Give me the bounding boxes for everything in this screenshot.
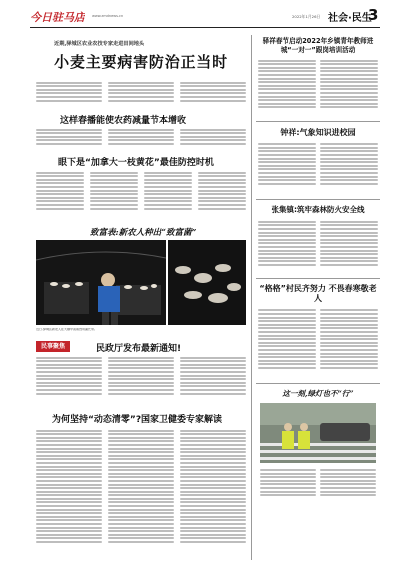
notice-label bbox=[36, 341, 70, 352]
right-3-headline: 张集镇:筑牢森林防火安全线 bbox=[271, 205, 365, 215]
paper-url: www.zmdnews.cn bbox=[92, 14, 124, 18]
crossing-photo bbox=[260, 403, 376, 463]
photo-left bbox=[36, 240, 166, 325]
photo-caption: 近日,驿城区新农人在大棚中查看食用菌长势。 bbox=[36, 328, 97, 331]
headline-2: 这样春播能使农药减量节本增收 bbox=[60, 116, 187, 126]
page-number: 3 bbox=[368, 6, 379, 24]
date-line: 2022年1月26日 bbox=[292, 14, 321, 19]
main-body-col-1 bbox=[36, 80, 102, 106]
headline-3: 眼下是“加拿大一枝黄花”最佳防控时机 bbox=[58, 158, 214, 168]
right-column bbox=[256, 35, 380, 560]
masthead-rule bbox=[30, 27, 380, 28]
mushroom-closeup-photo bbox=[168, 240, 246, 325]
right-2-headline: 钟祥:气象知识进校园 bbox=[280, 127, 356, 137]
right-4-headline: “格格”村民齐努力 不畏春寒敬老人 bbox=[259, 283, 377, 303]
right-5-headline: 这一刻,绿灯也不“行” bbox=[282, 389, 354, 399]
right-1-headline: 驿祥春节启动2022年乡镇青年教师进城“一对一”跟岗培训活动 bbox=[262, 37, 374, 54]
right-5-body bbox=[256, 465, 380, 505]
masthead bbox=[30, 8, 380, 26]
main-body-col-2 bbox=[108, 80, 174, 106]
right-2-body bbox=[256, 140, 380, 196]
right-divider-3 bbox=[256, 278, 380, 279]
photo-right bbox=[168, 240, 246, 325]
main-body-text bbox=[36, 80, 246, 106]
notice-headline: 民政厅发布最新通知! bbox=[96, 344, 182, 354]
right-3-body bbox=[256, 217, 380, 275]
mushroom-greenhouse-photo bbox=[36, 240, 166, 325]
article-4-body bbox=[36, 428, 246, 556]
article-2-body bbox=[36, 127, 246, 149]
right-divider-2 bbox=[256, 199, 380, 200]
right-divider-4 bbox=[256, 383, 380, 384]
right-4-body bbox=[256, 306, 380, 380]
article-3-body bbox=[36, 170, 246, 222]
photo-banner: 致富表:新农人种出“致富菌” bbox=[90, 228, 197, 238]
main-kicker: 近期,驿城区农业农技专家走进田间地头 bbox=[54, 41, 145, 47]
paper-name-logo: 今日驻马店 bbox=[30, 11, 85, 24]
traffic-photo bbox=[260, 403, 376, 463]
main-article-block bbox=[36, 40, 246, 72]
notice-label-text: 民事聚焦 bbox=[40, 343, 65, 350]
right-1-body bbox=[256, 56, 380, 118]
notice-body bbox=[36, 355, 246, 407]
section-title: 社会·民生 bbox=[328, 13, 372, 24]
right-divider-1 bbox=[256, 121, 380, 122]
main-body-col-3 bbox=[180, 80, 246, 106]
headline-4: 为何坚持“动态清零”?国家卫健委专家解读 bbox=[52, 415, 223, 425]
column-divider bbox=[251, 35, 252, 560]
main-headline: 小麦主要病害防治正当时 bbox=[54, 53, 228, 71]
